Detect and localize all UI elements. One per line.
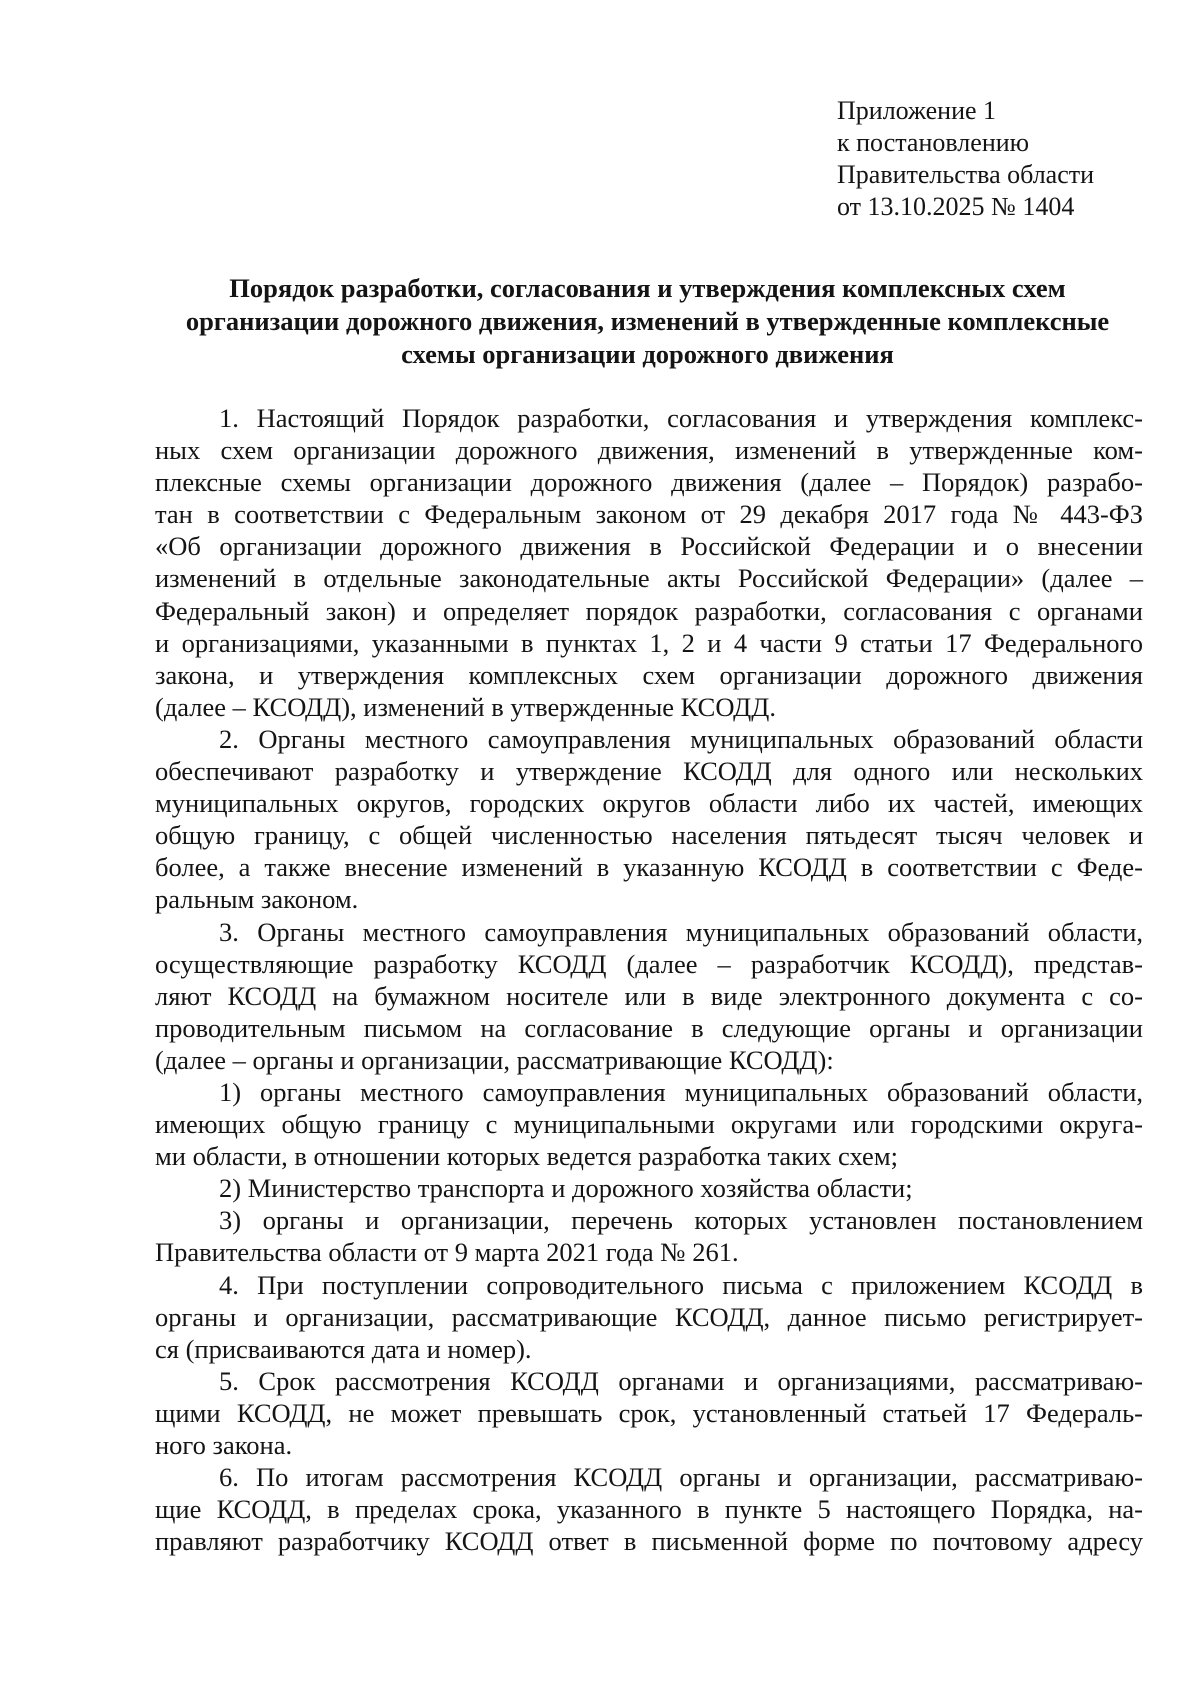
body-line: муниципальных округов, городских округов области либо их частей, имеющих [155, 788, 1143, 819]
title-line-2: организации дорожного движения, изменений в утвержденные комплексные [185, 306, 1110, 336]
appendix-line-1: Приложение 1 [837, 96, 997, 125]
body-line: 1) органы местного самоуправления муниципальных образований области, [219, 1076, 1143, 1107]
body-line: 5. Срок рассмотрения КСОДД органами и организациями, рассматриваю- [219, 1365, 1143, 1396]
document-title [150, 272, 1145, 371]
body-line: ральным законом. [155, 884, 359, 915]
body-line: обеспечивают разработку и утверждение КСОДД для одного или нескольких [155, 756, 1143, 787]
body-line: проводительным письмом на согласование в следующие органы и организации [155, 1012, 1143, 1043]
document-body [155, 402, 1143, 1557]
body-line: 3) органы и организации, перечень которых установлен постановлением [219, 1205, 1143, 1236]
body-line: ного закона. [155, 1430, 293, 1460]
body-line: общую границу, с общей численностью населения пятьдесят тысяч человек и [155, 820, 1143, 851]
body-line: (далее – органы и организации, рассматривающие КСОДД): [155, 1044, 834, 1075]
body-line: щие КСОДД, в пределах срока, указанного в пункте 5 настоящего Порядка, на- [155, 1494, 1143, 1525]
body-line: (далее – КСОДД), изменений в утвержденные КСОДД. [155, 691, 776, 722]
body-line: 1. Настоящий Порядок разработки, согласования и утверждения комплекс- [219, 403, 1143, 433]
body-line: и организациями, указанными в пунктах 1, 2 и 4 части 9 статьи 17 Федерального [155, 627, 1143, 658]
appendix-line-4: от 13.10.2025 № 1404 [837, 192, 1075, 221]
body-line: 4. При поступлении сопроводительного письма с приложением КСОДД в [219, 1269, 1143, 1300]
body-line: щими КСОДД, не может превышать срок, установленный статьей 17 Федераль- [155, 1397, 1143, 1428]
body-line: ся (присваиваются дата и номер). [155, 1333, 532, 1364]
body-line: осуществляющие разработку КСОДД (далее – разработчик КСОДД), представ- [155, 948, 1143, 979]
body-line: 6. По итогам рассмотрения КСОДД органы и организации, рассматриваю- [219, 1462, 1143, 1493]
body-line: Правительства области от 9 марта 2021 года № 261. [155, 1237, 739, 1268]
body-line: более, а также внесение изменений в указанную КСОДД в соответствии с Феде- [155, 852, 1143, 883]
body-line: ных схем организации дорожного движения, изменений в утвержденные ком- [155, 435, 1143, 466]
body-line: плексные схемы организации дорожного движения (далее – Порядок) разрабо- [155, 467, 1143, 498]
body-line: имеющих общую границу с муниципальными округами или городскими округа- [155, 1109, 1143, 1140]
body-line: закона, и утверждения комплексных схем организации дорожного движения [155, 659, 1143, 690]
body-line: тан в соответствии с Федеральным законом от 29 декабря 2017 года № 443-ФЗ [155, 499, 1143, 530]
body-line: ляют КСОДД на бумажном носителе или в виде электронного документа с со- [155, 980, 1143, 1011]
body-line: «Об организации дорожного движения в Российской Федерации и о внесении [155, 531, 1143, 562]
appendix-header [837, 95, 1177, 223]
title-line-1: Порядок разработки, согласования и утверждения комплексных схем [229, 273, 1066, 303]
body-line: Федеральный закон) и определяет порядок разработки, согласования с органами [155, 595, 1143, 626]
body-line: ми области, в отношении которых ведется разработка таких схем; [155, 1141, 898, 1172]
body-line: правляют разработчику КСОДД ответ в письменной форме по почтовому адресу [155, 1526, 1143, 1557]
appendix-line-3: Правительства области [837, 160, 1095, 189]
body-line: 3. Органы местного самоуправления муниципальных образований области, [219, 916, 1143, 947]
title-line-3: схемы организации дорожного движения [401, 339, 894, 369]
body-line: 2. Органы местного самоуправления муниципальных образований области [219, 723, 1143, 754]
body-line: изменений в отдельные законодательные акты Российской Федерации» (далее – [155, 563, 1143, 594]
body-line: органы и организации, рассматривающие КСОДД, данное письмо регистрирует- [155, 1301, 1143, 1332]
body-line: 2) Министерство транспорта и дорожного хозяйства области; [219, 1173, 913, 1204]
appendix-line-2: к постановлению [837, 128, 1030, 157]
